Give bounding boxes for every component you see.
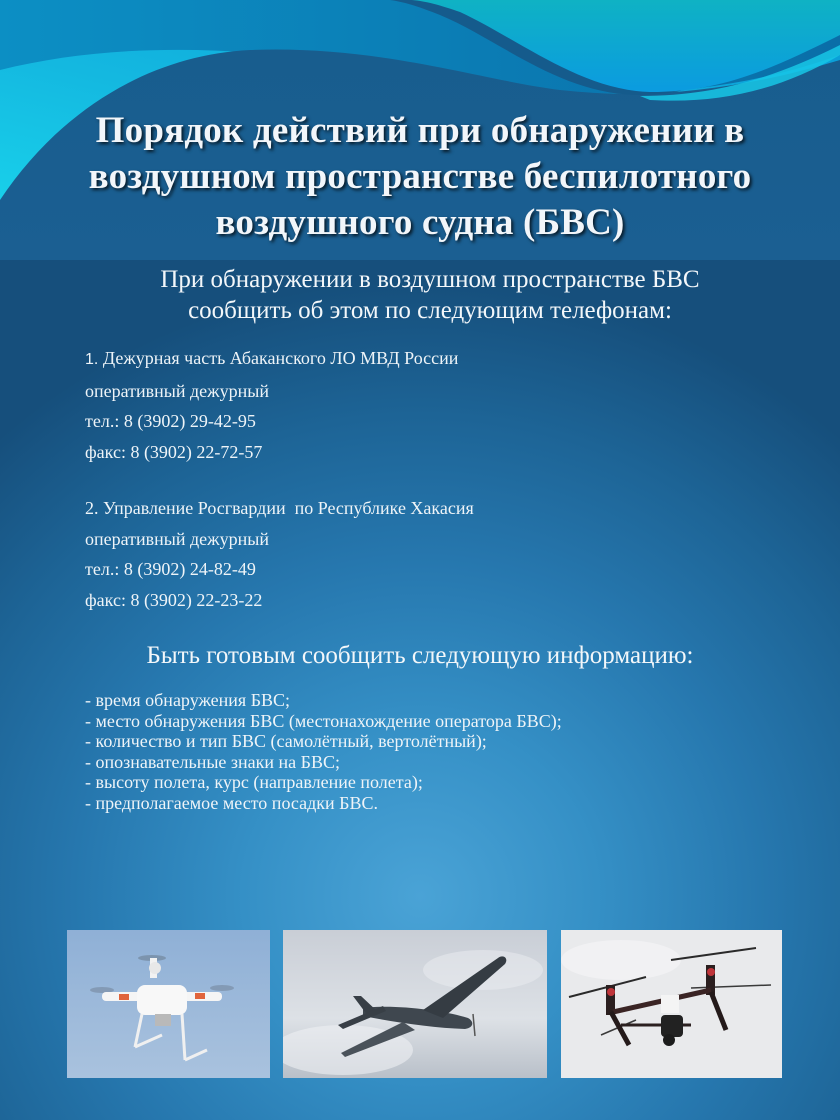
list-item: - место обнаружения БВС (местонахождение оператора БВС); [85, 710, 562, 731]
heavy-quadcopter-icon [561, 930, 782, 1078]
list-item: - высоту полета, курс (направление полета); [85, 772, 423, 792]
contact-fax: факс: 8 (3902) 22-72-57 [85, 441, 263, 462]
intro-line: При обнаружении в воздушном пространстве БВС [160, 266, 700, 293]
title-line: воздушного судна (БВС) [215, 202, 625, 243]
title-line: воздушном пространстве беспилотного [88, 156, 752, 197]
contact-block-rosgvardia [85, 493, 685, 615]
photo-fixed-wing-uav [283, 930, 547, 1078]
contact-number: 1. [85, 351, 99, 368]
contact-phone: тел.: 8 (3902) 24-82-49 [85, 559, 256, 579]
list-item: - предполагаемое место посадки БВС. [85, 792, 378, 813]
fixed-wing-uav-icon [283, 930, 547, 1078]
contact-number: 2. [85, 498, 99, 518]
intro-line: сообщить об этом по следующим телефонам: [188, 297, 672, 324]
photo-white-quadcopter [67, 930, 270, 1078]
contact-org [85, 343, 685, 376]
list-item: - время обнаружения БВС; [85, 690, 291, 710]
title-line: Порядок действий при обнаружении в [95, 110, 745, 151]
contact-name: Дежурная часть Абаканского ЛО МВД России [98, 348, 459, 368]
contact-fax: факс: 8 (3902) 22-23-22 [85, 589, 263, 610]
list-item: - опознавательные знаки на БВС; [85, 751, 340, 772]
intro-text [60, 264, 800, 326]
info-heading: Быть готовым сообщить следующую информацию: [146, 642, 694, 669]
list-item: - количество и тип БВС (самолётный, вертолётный); [85, 731, 487, 751]
contact-org [85, 493, 685, 524]
contact-block-mvd [85, 343, 685, 467]
contact-role: оперативный дежурный [85, 380, 269, 401]
page-title [40, 108, 800, 246]
info-list [85, 690, 785, 813]
contact-role: оперативный дежурный [85, 528, 269, 549]
contact-name: Управление Росгвардии по Республике Хакасия [98, 498, 474, 518]
photo-black-quadcopter [561, 930, 782, 1078]
contact-phone: тел.: 8 (3902) 29-42-95 [85, 411, 256, 431]
quadcopter-drone-icon [67, 930, 270, 1078]
